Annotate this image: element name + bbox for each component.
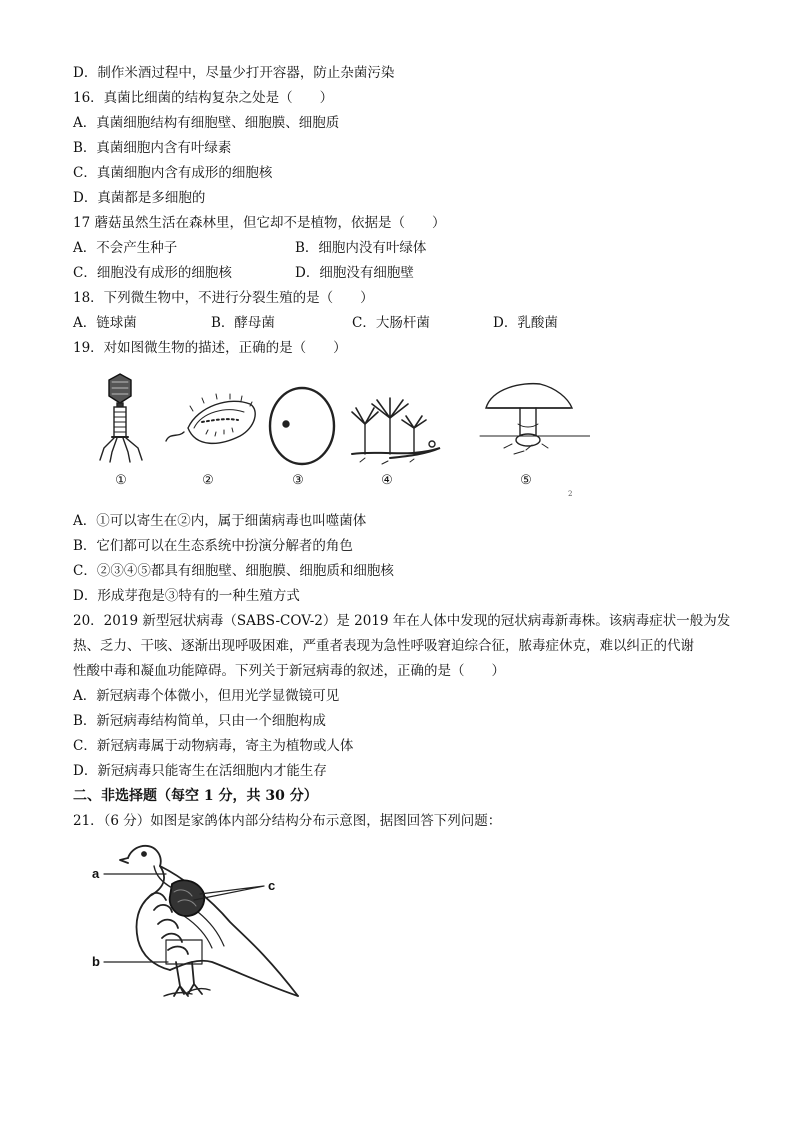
q20-stem-line-1: 20．2019 新型冠状病毒（SABS-COV-2）是 2019 年在人体中发现的冠状病毒新毒株。该病毒症状一般为发 xyxy=(73,613,731,629)
q16-stem: 16．真菌比细菌的结构复杂之处是（ ） xyxy=(73,90,334,106)
q18-option-b: B．酵母菌 xyxy=(211,315,275,331)
q20-stem-line-3: 性酸中毒和凝血功能障碍。下列关于新冠病毒的叙述，正确的是（ ） xyxy=(73,663,505,679)
label-line-c xyxy=(194,886,264,900)
bacterium-drawing xyxy=(166,394,255,443)
q20-option-b: B．新冠病毒结构简单，只由一个细胞构成 xyxy=(73,713,326,729)
fig19-corner-mark: 2 xyxy=(568,490,573,498)
pigeon-drawing xyxy=(120,846,298,996)
q17-option-b: B．细胞内没有叶绿体 xyxy=(295,240,427,256)
q16-option-d: D．真菌都是多细胞的 xyxy=(73,190,206,206)
q18-option-d: D．乳酸菌 xyxy=(493,315,558,331)
q17-option-d: D．细胞没有细胞壁 xyxy=(295,265,414,281)
q17-options-row-1 xyxy=(73,239,773,257)
q16-option-c: C．真菌细胞内含有成形的细胞核 xyxy=(73,165,273,181)
q19-option-a: A．①可以寄生在②内，属于细菌病毒也叫噬菌体 xyxy=(73,513,367,529)
fig19-label-1: ① xyxy=(115,473,127,488)
q19-option-c: C．②③④⑤都具有细胞壁、细胞膜、细胞质和细胞核 xyxy=(73,563,394,579)
q19-option-d: D．形成芽孢是③特有的一种生殖方式 xyxy=(73,588,300,604)
q20-option-a: A．新冠病毒个体微小，但用光学显微镜可见 xyxy=(73,688,340,704)
pigeon-label-c: c xyxy=(268,878,276,893)
q21-stem: 21．（6 分）如图是家鸽体内部分结构分布示意图，据图回答下列问题： xyxy=(73,813,502,829)
microorganism-figure xyxy=(90,366,590,498)
q18-option-c: C．大肠杆菌 xyxy=(352,315,430,331)
q17-stem: 17 蘑菇虽然生活在森林里，但它却不是植物，依据是（ ） xyxy=(73,215,446,231)
pigeon-figure xyxy=(88,836,310,1012)
q16-option-b: B．真菌细胞内含有叶绿素 xyxy=(73,140,232,156)
q17-option-c: C．细胞没有成形的细胞核 xyxy=(73,265,232,281)
q16-option-a: A．真菌细胞结构有细胞壁、细胞膜、细胞质 xyxy=(73,115,340,131)
q20-stem-line-2: 热、乏力、干咳、逐渐出现呼吸困难，严重者表现为急性呼吸窘迫综合征，脓毒症休克，难以纠正的代谢 xyxy=(73,638,694,654)
yeast-cell-drawing xyxy=(270,388,334,464)
q18-options-row xyxy=(73,314,773,332)
q18-stem: 18．下列微生物中，不进行分裂生殖的是（ ） xyxy=(73,290,374,306)
q20-option-c: C．新冠病毒属于动物病毒，寄主为植物或人体 xyxy=(73,738,354,754)
mushroom-drawing xyxy=(480,384,590,454)
q19-option-b: B．它们都可以在生态系统中扮演分解者的角色 xyxy=(73,538,353,554)
q18-option-a: A．链球菌 xyxy=(73,315,137,331)
fig19-label-5: ⑤ xyxy=(520,473,532,488)
bacteriophage-drawing xyxy=(100,374,142,462)
q20-option-d: D．新冠病毒只能寄生在活细胞内才能生存 xyxy=(73,763,327,779)
fig19-label-4: ④ xyxy=(381,473,393,488)
pigeon-label-a: a xyxy=(92,866,100,881)
fig19-label-2: ② xyxy=(202,473,214,488)
q17-options-row-2 xyxy=(73,264,773,282)
fig19-label-3: ③ xyxy=(292,473,304,488)
q17-option-a: A．不会产生种子 xyxy=(73,240,178,256)
pigeon-label-b: b xyxy=(92,954,100,969)
q19-stem: 19．对如图微生物的描述，正确的是（ ） xyxy=(73,340,347,356)
section-heading: 二、非选择题（每空 1 分，共 30 分） xyxy=(73,788,318,804)
q15-option-d: D．制作米酒过程中，尽量少打开容器，防止杂菌污染 xyxy=(73,65,395,81)
penicillium-drawing xyxy=(352,398,440,464)
